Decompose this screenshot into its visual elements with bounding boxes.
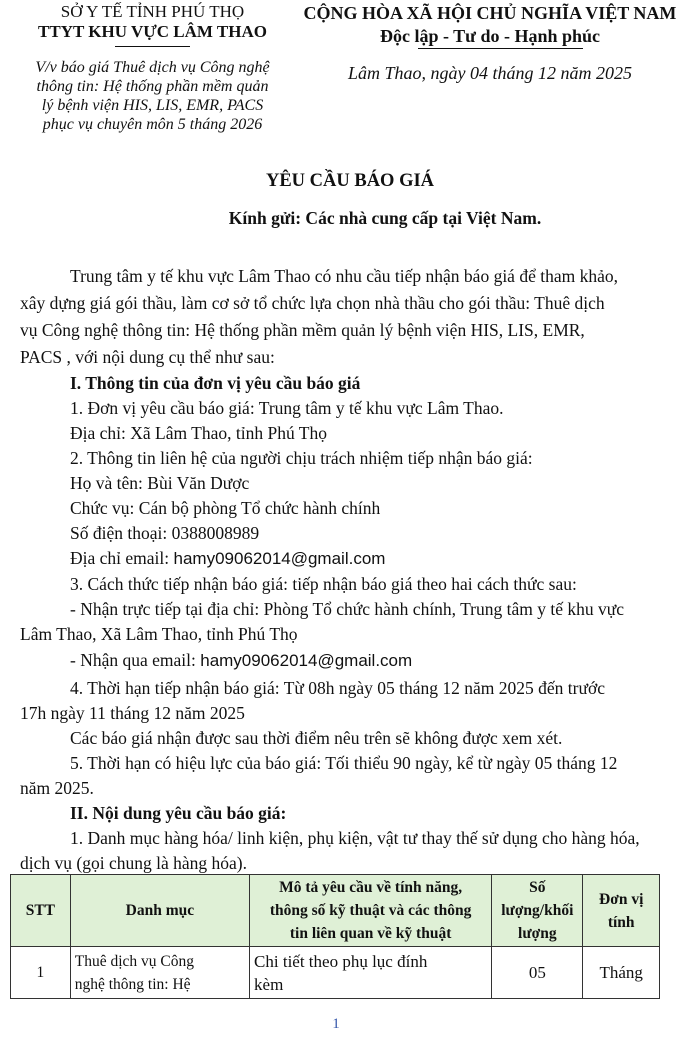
header-unit-line-2: tính — [607, 913, 635, 931]
email-receipt-line — [70, 649, 412, 672]
goods-table — [10, 874, 660, 999]
list-line-2: dịch vụ (gọi chung là hàng hóa). — [20, 853, 247, 873]
row-quantity: 05 — [492, 947, 583, 999]
org-underline — [115, 46, 190, 47]
contact-email-line — [70, 547, 385, 570]
contact-position: Chức vụ: Cán bộ phòng Tổ chức hành chính — [70, 498, 381, 518]
row-stt: 1 — [11, 947, 71, 999]
address: Địa chỉ: Xã Lâm Thao, tỉnh Phú Thọ — [70, 423, 327, 443]
intro-line-3: vụ Công nghệ thông tin: Hệ thống phần mềm quản lý bệnh viện HIS, LIS, EMR, — [20, 320, 585, 340]
header-stt: STT — [11, 875, 71, 947]
header-unit — [583, 875, 660, 947]
direct-receipt-line-2: Lâm Thao, Xã Lâm Thao, tỉnh Phú Thọ — [20, 624, 298, 644]
header-description-line-2: thông số kỹ thuật và các thông — [269, 902, 472, 919]
org-name: TTYT KHU VỰC LÂM THAO — [38, 22, 267, 41]
header-quantity-line-2: lượng/khối — [501, 902, 574, 919]
row-category-line-2: nghệ thông tin: Hệ — [74, 975, 191, 993]
subject-line-1: V/v báo giá Thuê dịch vụ Công nghệ — [35, 59, 270, 76]
email-receipt-label: - Nhận qua email: — [70, 650, 201, 670]
table-header-row — [11, 875, 660, 947]
header-quantity-line-3: lượng — [518, 925, 557, 942]
section-2-heading: II. Nội dung yêu cầu báo giá: — [70, 803, 287, 823]
place-date: Lâm Thao, ngày 04 tháng 12 năm 2025 — [347, 63, 632, 83]
subject-line-2: thông tin: Hệ thống phần mềm quản — [36, 78, 269, 95]
contact-name: Họ và tên: Bùi Văn Dược — [70, 473, 250, 493]
header-quantity — [492, 875, 583, 947]
motto: Độc lập - Tư do - Hạnh phúc — [379, 26, 601, 46]
intro-line-1: Trung tâm y tế khu vực Lâm Thao có nhu cầu tiếp nhận báo giá để tham khảo, — [70, 266, 618, 286]
subject-line-3: lý bệnh viện HIS, LIS, EMR, PACS — [41, 97, 264, 114]
addressee: Kính gửi: Các nhà cung cấp tại Việt Nam. — [228, 208, 542, 228]
header-description-line-3: tin liên quan về kỹ thuật — [289, 925, 452, 942]
table-row — [11, 947, 660, 999]
header-quantity-line-1: Số — [529, 879, 546, 896]
intro-line-4: PACS , với nội dung cụ thể như sau: — [20, 347, 275, 367]
country-name: CỘNG HÒA XÃ HỘI CHỦ NGHĨA VIỆT NAM — [303, 3, 677, 23]
item-4-line-1: 4. Thời hạn tiếp nhận báo giá: Từ 08h ngày 05 tháng 12 năm 2025 đến trước — [70, 678, 605, 698]
item-1: 1. Đơn vị yêu cầu báo giá: Trung tâm y tế khu vực Lâm Thao. — [70, 398, 504, 418]
item-2: 2. Thông tin liên hệ của người chịu trách nhiệm tiếp nhận báo giá: — [70, 448, 533, 468]
row-category — [70, 947, 249, 999]
list-line-1: 1. Danh mục hàng hóa/ linh kiện, phụ kiện, vật tư thay thế sử dụng cho hàng hóa, — [70, 828, 640, 848]
row-description — [250, 947, 492, 999]
item-4-line-2: 17h ngày 11 tháng 12 năm 2025 — [20, 703, 245, 723]
row-description-line-2: kèm — [254, 974, 284, 994]
direct-receipt-line-1: - Nhận trực tiếp tại địa chỉ: Phòng Tổ chức hành chính, Trung tâm y tế khu vực — [70, 599, 625, 619]
page-number: 1 — [332, 1016, 340, 1032]
contact-phone: Số điện thoại: 0388008989 — [70, 523, 260, 543]
item-5-line-1: 5. Thời hạn có hiệu lực của báo giá: Tối thiểu 90 ngày, kể từ ngày 05 tháng 12 — [70, 753, 618, 773]
email-receipt-address: hamy09062014@gmail.com — [200, 651, 413, 670]
row-category-line-1: Thuê dịch vụ Công — [74, 952, 194, 970]
late-note: Các báo giá nhận được sau thời điểm nêu trên sẽ không được xem xét. — [70, 728, 563, 748]
subject-line-4: phục vụ chuyên môn 5 tháng 2026 — [42, 116, 263, 133]
item-5-line-2: năm 2025. — [20, 778, 94, 798]
contact-email: hamy09062014@gmail.com — [173, 549, 386, 568]
header-description-line-1: Mô tả yêu cầu về tính năng, — [279, 879, 463, 896]
header-unit-line-1: Đơn vị — [599, 890, 644, 908]
section-1-heading: I. Thông tin của đơn vị yêu cầu báo giá — [70, 373, 361, 393]
row-unit: Tháng — [583, 947, 660, 999]
email-label: Địa chỉ email: — [70, 548, 174, 568]
motto-underline — [418, 48, 583, 49]
org-parent: SỞ Y TẾ TỈNH PHÚ THỌ — [60, 2, 245, 21]
item-3: 3. Cách thức tiếp nhận báo giá: tiếp nhận báo giá theo hai cách thức sau: — [70, 574, 577, 594]
intro-line-2: xây dựng giá gói thầu, làm cơ sở tổ chức lựa chọn nhà thầu cho gói thầu: Thuê dịch — [20, 293, 605, 313]
header-description — [250, 875, 492, 947]
header-category: Danh mục — [70, 875, 249, 947]
document-title: YÊU CẦU BÁO GIÁ — [265, 171, 435, 191]
row-description-line-1: Chi tiết theo phụ lục đính — [254, 951, 428, 971]
